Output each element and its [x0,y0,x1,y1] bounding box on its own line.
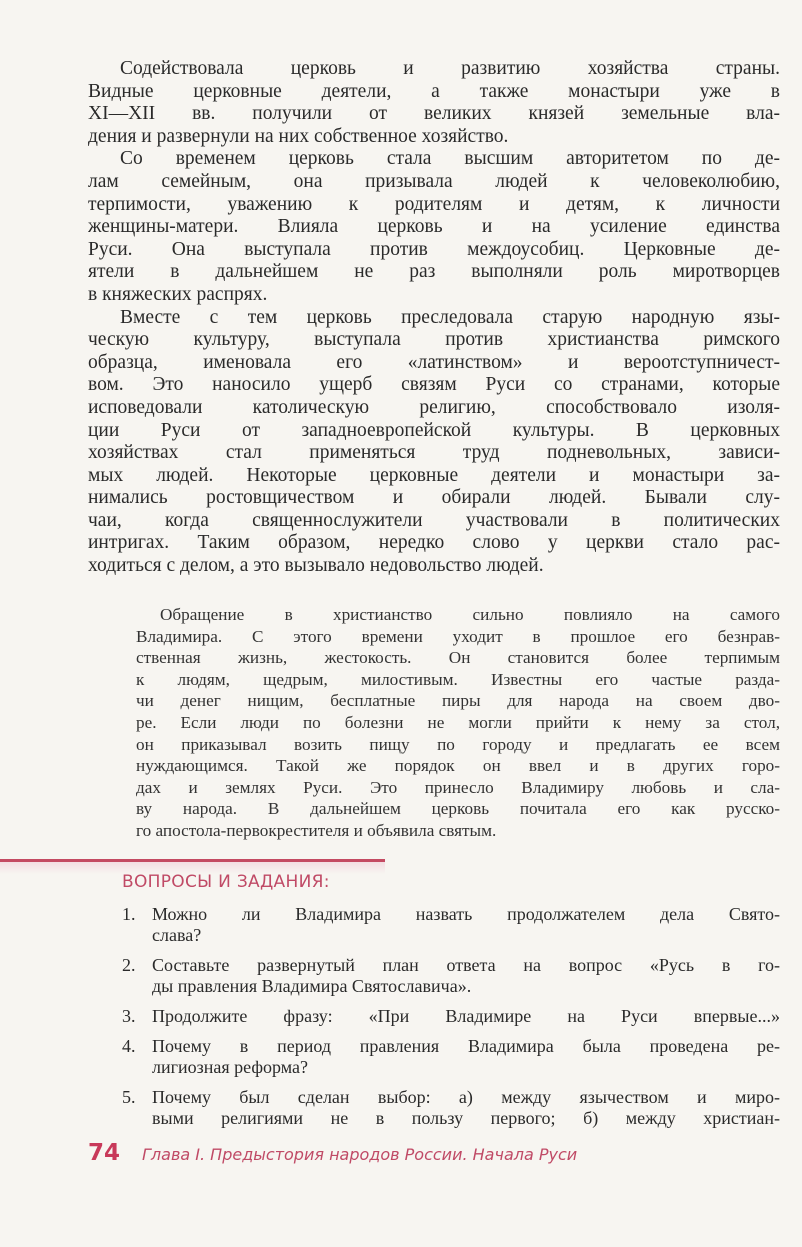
text-line: исповедовали католическую религию, способствовало изоля- [88,396,780,418]
text-line: ву народа. В дальнейшем церковь почитала его как русско- [136,799,780,819]
text-line: образца, именовала его «латинством» и вероотступничест- [88,351,780,373]
text-line: ды правления Владимира Святославича». [152,976,472,996]
text-line: терпимости, уважению к родителям и детям, к личности [88,193,780,215]
text-line: мых людей. Некоторые церковные деятели и монастыри за- [88,464,780,486]
text-line: лигиозная реформа? [152,1057,308,1077]
text-line: чи денег нищим, бесплатные пиры для народа на своем дво- [136,691,780,711]
text-line: Содействовала церковь и развитию хозяйства страны. [120,58,780,79]
text-line: Почему был сделан выбор: а) между язычеством и миро- [152,1087,780,1107]
text-line: Владимира. С этого времени уходит в прошлое его безнрав- [136,626,780,646]
page-number: 74 [88,1140,121,1166]
text-line: лам семейным, она призывала людей к человеколюбию, [88,170,780,192]
paragraph [88,307,780,578]
paragraph [88,148,780,306]
text-line: Обращение в христианство сильно повлияло на самого [160,605,780,624]
text-line: чаи, когда священнослужители участвовали в политических [88,509,780,531]
chapter-title: Глава I. Предыстория народов России. Начала Руси [142,1145,578,1164]
text-line: женщины-матери. Влияла церковь и на усиление единства [88,216,780,238]
text-line: Руси. Она выступала против междоусобиц. Церковные де- [88,238,780,260]
aside-text [136,604,780,842]
text-line: дения и развернули на них собственное хозяйство. [88,125,509,147]
question-number: 1. [122,904,136,924]
text-line: Почему в период правления Владимира была проведена ре- [152,1036,780,1056]
question-item [122,955,780,997]
page-footer [88,1140,577,1166]
text-line: нимались ростовщичеством и обирали людей. Бывали слу- [88,487,780,509]
text-line: ятели в дальнейшем не раз выполняли роль миротворцев [88,261,780,283]
text-line: го апостола-первокрестителя и объявила святым. [136,820,497,840]
questions-list [122,904,780,1138]
text-line: ре. Если люди по болезни не могли прийти к нему за стол, [136,712,780,732]
question-number: 5. [122,1087,136,1107]
question-item [122,1006,780,1027]
main-text [88,58,780,578]
paragraph [88,58,780,148]
question-item [122,1087,780,1129]
text-line: в княжеских распрях. [88,283,268,305]
question-number: 3. [122,1006,136,1026]
text-line: Со временем церковь стала высшим авторитетом по де- [120,148,780,170]
text-line: ческую культуру, выступала против христианства римского [88,329,780,351]
text-line: к людям, щедрым, милостивым. Известны его частые разда- [136,669,780,689]
text-line: он приказывал возить пищу по городу и предлагать ее всем [136,734,780,754]
text-line: вом. Это наносило ущерб связям Руси со странами, которые [88,374,780,396]
question-item [122,1036,780,1078]
text-line: XI—XII вв. получили от великих князей земельные вла- [88,103,780,125]
text-line: интригах. Таким образом, нередко слово у церкви стало рас- [88,532,780,554]
text-line: Можно ли Владимира назвать продолжателем дела Свято- [152,904,780,924]
text-line: слава? [152,925,202,945]
questions-heading: ВОПРОСЫ И ЗАДАНИЯ: [122,872,330,892]
text-line: Видные церковные деятели, а также монастыри уже в [88,80,780,102]
section-divider [0,859,385,862]
text-line: ственная жизнь, жестокость. Он становится более терпимым [136,648,780,668]
text-line: хозяйствах стал применяться труд подневольных, зависи- [88,442,780,464]
question-item [122,904,780,946]
text-line: выми религиями не в пользу первого; б) между христиан- [152,1108,780,1128]
text-line: нуждающимся. Такой же порядок он ввел и в других горо- [136,756,780,776]
text-line: Составьте развернутый план ответа на вопрос «Русь в го- [152,955,780,975]
text-line: Продолжите фразу: «При Владимире на Руси впервые...» [152,1006,780,1026]
text-line: ходиться с делом, а это вызывало недовольство людей. [88,555,544,577]
question-number: 2. [122,955,136,975]
text-line: Вместе с тем церковь преследовала старую народную язы- [120,306,780,328]
question-number: 4. [122,1036,136,1056]
text-line: дах и землях Руси. Это принесло Владимиру любовь и сла- [136,777,780,797]
text-line: ции Руси от западноевропейской культуры. В церковных [88,419,780,441]
